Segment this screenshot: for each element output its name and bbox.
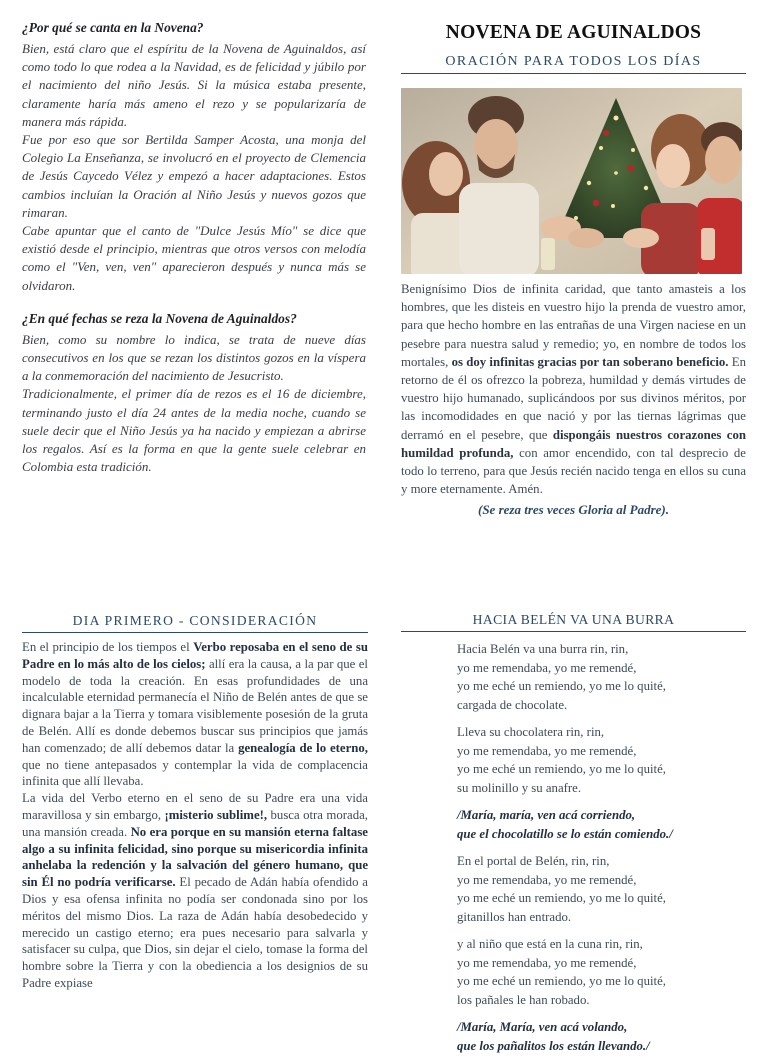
carol-chorus bbox=[457, 806, 746, 843]
lyric-line: que el chocolatillo se lo están comiendo./ bbox=[457, 826, 673, 841]
lyric-line: yo me remendaba, yo me remendé, bbox=[457, 660, 637, 675]
lyric-line: yo me eché un remiendo, yo me lo quité, bbox=[457, 679, 666, 693]
carol-title: HACIA BELÉN VA UNA BURRA bbox=[401, 612, 746, 632]
day-one-title: DIA PRIMERO - CONSIDERACIÓN bbox=[22, 613, 368, 633]
carol-column bbox=[401, 612, 746, 1064]
lyric-line: yo me remendaba, yo me remendé, bbox=[457, 955, 637, 970]
daily-prayer-text: Benignísimo Dios de infinita caridad, que tanto amasteis a los hombres, que les disteis en vuestro hijo la prenda de vuestro amor, para que hecho hombre en las entrañas de una Virgen naciese en un pesebre para nuestra salud y remedio; yo, en nombre de todos los mortales, os doy infinitas gracias por tan soberano beneficio. En retorno de él os ofrezco la pobreza, humildad y demás virtudes de vuestro hijo humanado, suplicándoos por sus divinos méritos, por las incomodidades en que nació y por las tiernas lágrimas que derramó en el pesebre, que dispongáis nuestros corazones con humildad profunda, con amor encendido, con tal desprecio de todo lo terreno, para que Jesús recién nacido tenga en ellos su cuna y more eternamente. Amén. bbox=[401, 282, 747, 497]
consideration-paragraph-2: La vida del Verbo eterno en el seno de su Padre era una vida maravillosa y sin embargo, ¡misterio sublime!, busca otra morada, una mansión creada. No era porque en su mansión eterna faltase algo a su infinita felicidad, sino porque su misericordia infinita anhelaba la redención y la salvación del género humano, que sin Él no podría verificarse. El pecado de Adán había ofendido a Dios y esa ofensa infinita no podía ser condonada sino por los méritos del mismo Dios. La raza de Adán había desobedecido y merecido un castigo eterno; era pues necesario para salvarla y satisfacer su culpa, que Dios, sin dejar el cielo, tomase la forma del hombre sobre la Tierra y con la obediencia a los designios de su Padre expiase bbox=[22, 791, 368, 990]
intro-paragraph-1: Bien, está claro que el espíritu de la Novena de Aguinaldos, así como todo lo que rodea a la Navidad, es de felicidad y júbilo por el nacimiento del niño Jesús. Si la música estaba presente, claramente haría más ameno el rezo y se popularizaría de manera más rápida. bbox=[22, 41, 366, 129]
carol-stanza bbox=[457, 640, 746, 714]
intro-column bbox=[22, 20, 366, 476]
lyric-line: yo me eché un remiendo, yo me lo quité, bbox=[457, 974, 666, 988]
carol-stanza bbox=[457, 935, 746, 1009]
dates-paragraph-2: Tradicionalmente, el primer día de rezos es el 16 de diciembre, terminando justo el día 24 antes de la media noche, cuando se suele decir que el Niño Jesús ya ha nacido y empiezan a abrirse los regalos. Así es la forma en que la gente suele celebrar en Colombia esta tradición. bbox=[22, 386, 366, 475]
carol-lyrics bbox=[457, 640, 746, 1055]
question-heading-2: ¿En qué fechas se reza la Novena de Aguinaldos? bbox=[22, 310, 297, 326]
question-heading-1: ¿Por qué se canta en la Novena? bbox=[22, 20, 204, 35]
lyric-line: Hacia Belén va una burra rin, rin, bbox=[457, 642, 629, 656]
carol-stanza bbox=[457, 723, 746, 797]
consideration-column bbox=[22, 613, 368, 992]
family-praying-photo bbox=[401, 88, 742, 274]
lyric-line: yo me remendaba, yo me remendé, bbox=[457, 743, 637, 758]
consideration-paragraph-1: En el principio de los tiempos el Verbo reposaba en el seno de su Padre en lo más alto de los cielos; allí era la causa, a la par que el modelo de toda la creación. En esas profundidades de una incalculable eternidad permanecía el Niño de Belén antes de que se dignara bajar a la Tierra y tomara visiblemente posesión de la gruta de Belén. Allí es donde debemos buscar sus principios que jamás han comenzado; de allí debemos datar la genealogía de lo eterno, que no tiene antepasados y contemplar la vida de complacencia infinita que allí llevaba. bbox=[22, 640, 368, 789]
intro-paragraph-2: Fue por eso que sor Bertilda Samper Acosta, una monja del Colegio La Enseñanza, se involucró en el proyecto de Clemencia de Jesús Caycedo Vélez y empezó a hacer adaptaciones. Estos cambios incluían la Oración al Niño Jesús y nuevos gozos que rimaran. bbox=[22, 132, 366, 220]
lyric-line: yo me eché un remiendo, yo me lo quité, bbox=[457, 891, 666, 905]
intro-paragraph-3: Cabe apuntar que el canto de "Dulce Jesús Mío" se dice que existió desde el principio, mientras que otros versos con melodía como el "Ven, ven, ven" aparecieron después y nunca más se olvidaron. bbox=[22, 223, 366, 293]
lyric-line: cargada de chocolate. bbox=[457, 697, 568, 712]
prayer-column bbox=[401, 20, 746, 518]
page-title: NOVENA DE AGUINALDOS bbox=[445, 22, 702, 43]
lyric-line: gitanillos han entrado. bbox=[457, 909, 572, 924]
lyric-line: que los pañalitos los están llevando./ bbox=[457, 1038, 650, 1053]
prayer-section-title: ORACIÓN PARA TODOS LOS DÍAS bbox=[401, 54, 746, 74]
lyric-line: Lleva su chocolatera rin, rin, bbox=[457, 725, 605, 739]
dates-paragraph-1: Bien, como su nombre lo indica, se trata de nueve días consecutivos en los que se rezan los distintos gozos en la víspera a la conmemoración del nacimiento de Jesucristo. bbox=[22, 331, 366, 384]
lyric-line: los pañales le han robado. bbox=[457, 992, 590, 1007]
lyric-line: yo me eché un remiendo, yo me lo quité, bbox=[457, 762, 666, 776]
lyric-line: /María, maría, ven acá corriendo, bbox=[457, 808, 636, 822]
lyric-line: /María, María, ven acá volando, bbox=[457, 1020, 628, 1034]
lyric-line: En el portal de Belén, rin, rin, bbox=[457, 854, 610, 868]
lyric-line: yo me remendaba, yo me remendé, bbox=[457, 872, 637, 887]
gloria-note: (Se reza tres veces Gloria al Padre). bbox=[478, 502, 669, 518]
lyric-line: y al niño que está en la cuna rin, rin, bbox=[457, 937, 643, 951]
carol-stanza bbox=[457, 852, 746, 926]
lyric-line: su molinillo y su anafre. bbox=[457, 780, 582, 795]
